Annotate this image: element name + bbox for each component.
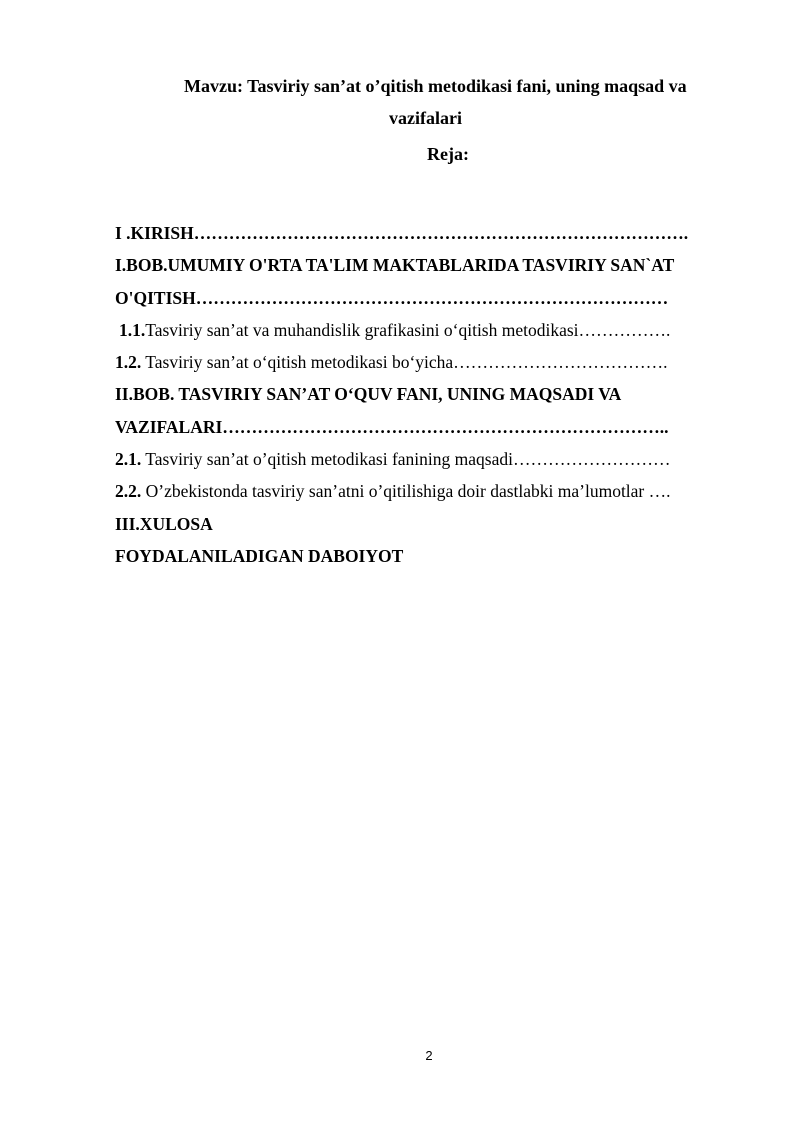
plan-heading: Reja: xyxy=(427,144,469,164)
toc-item-text: O’zbekistonda tasviriy san’atni o’qitilishiga doir dastlabki ma’lumotlar …. xyxy=(141,481,671,502)
toc-item-number: 2.1. xyxy=(115,449,142,470)
document-title-line-2: vazifalari xyxy=(389,108,462,128)
toc-item-references xyxy=(115,544,735,576)
table-of-contents xyxy=(115,221,735,576)
toc-item-text: I .KIRISH…………………………………………………………………………. xyxy=(115,223,689,243)
toc-item-chapter-2-line-2 xyxy=(115,415,735,447)
toc-item-text: Tasviriy san’at va muhandislik grafikasini o‘qitish metodikasi……………. xyxy=(145,319,671,340)
toc-item-section-2-2 xyxy=(115,479,735,511)
page-number: 2 xyxy=(425,1048,433,1063)
toc-item-text: O'QITISH……………………………………………………………………… xyxy=(115,287,669,308)
toc-item-number: 2.2. xyxy=(115,481,142,502)
toc-item-text: FOYDALANILADIGAN DABOIYOT xyxy=(115,545,404,566)
toc-item-chapter-1-line-2 xyxy=(115,286,735,318)
toc-item-section-1-2 xyxy=(115,350,735,382)
toc-item-section-2-1 xyxy=(115,447,735,479)
document-title-line-1: Mavzu: Tasviriy san’at o’qitish metodikasi fani, uning maqsad va xyxy=(184,76,687,96)
toc-item-text: II.BOB. TASVIRIY SAN’AT O‘QUV FANI, UNING MAQSADI VA xyxy=(115,384,622,405)
toc-item-text: I.BOB.UMUMIY O'RTA TA'LIM MAKTABLARIDA TASVIRIY SAN`AT xyxy=(115,255,675,276)
toc-item-section-1-1 xyxy=(115,318,735,350)
toc-item-text: Tasviriy san’at o‘qitish metodikasi bo‘yicha………………………………. xyxy=(141,352,668,373)
toc-item-text: VAZIFALARI………………………………………………………………….. xyxy=(115,416,669,437)
toc-item-number: 1.1. xyxy=(119,319,146,340)
toc-item-chapter-1-line-1 xyxy=(115,253,735,285)
toc-item-introduction xyxy=(115,221,735,253)
toc-item-conclusion xyxy=(115,512,735,544)
toc-item-text: Tasviriy san’at o’qitish metodikasi fanining maqsadi……………………… xyxy=(141,449,671,470)
toc-item-text: III.XULOSA xyxy=(115,513,213,534)
toc-item-chapter-2-line-1 xyxy=(115,382,735,414)
toc-item-number: 1.2. xyxy=(115,352,142,373)
